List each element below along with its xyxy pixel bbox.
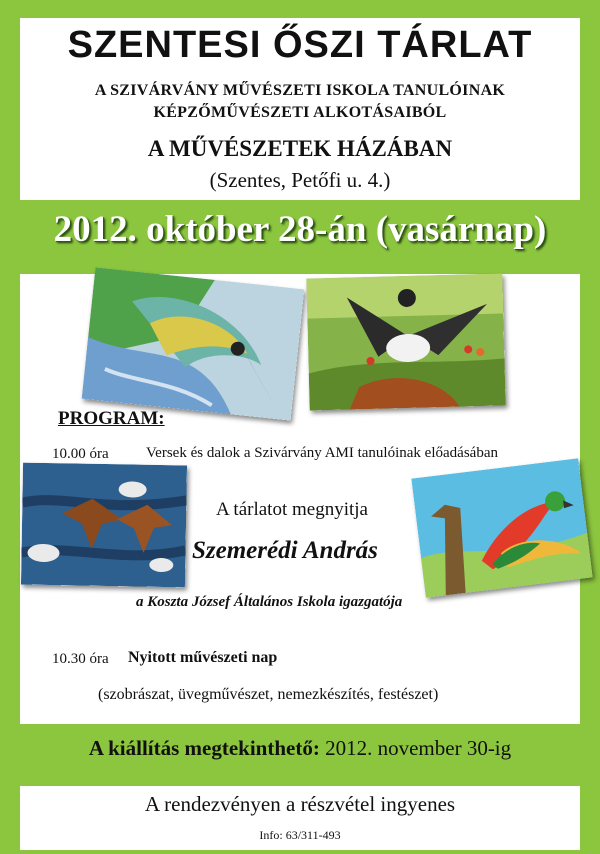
- free-entry-text: A rendezvényen a részvétel ingyenes: [144, 792, 456, 816]
- painting-eagles: [21, 463, 187, 588]
- program-item-2-time: 10.30 óra: [52, 651, 109, 667]
- speaker-role: a Koszta József Általános Iskola igazgatója: [136, 594, 403, 610]
- program-item-1-text: Versek és dalok a Szivárvány AMI tanulóinak előadásában: [146, 445, 498, 461]
- exhibition-until: 2012. november 30-ig: [325, 736, 512, 760]
- exhibition-label: A kiállítás megtekinthető:: [88, 736, 320, 760]
- opening-text: A tárlatot megnyitja: [216, 499, 368, 520]
- subtitle-line-1: A SZIVÁRVÁNY MŰVÉSZETI ISKOLA TANULÓINAK: [94, 82, 506, 99]
- program-item-2-text: Nyitott művészeti nap: [128, 649, 278, 666]
- venue-name: A MŰVÉSZETEK HÁZÁBAN: [147, 136, 453, 161]
- poster-title: SZENTESI ŐSZI TÁRLAT: [67, 24, 533, 66]
- info-phone: Info: 63/311-493: [259, 828, 341, 842]
- venue-address: (Szentes, Petőfi u. 4.): [209, 168, 391, 192]
- header-panel: [20, 18, 580, 200]
- parrot-image: [411, 458, 592, 598]
- painting-swallow: [306, 273, 505, 410]
- program-item-1-time: 10.00 óra: [52, 446, 109, 462]
- speaker-name: Szemerédi András: [192, 537, 378, 564]
- eagles-image: [21, 463, 187, 588]
- footer-panel: [20, 786, 580, 850]
- painting-kingfisher: [82, 267, 305, 420]
- painting-parrot: [411, 458, 592, 598]
- swallow-image: [306, 273, 505, 410]
- exhibition-period: [0, 736, 600, 761]
- program-heading: PROGRAM:: [58, 408, 165, 429]
- subtitle-line-2: KÉPZŐMŰVÉSZETI ALKOTÁSAIBÓL: [153, 104, 447, 121]
- event-date: 2012. október 28-án (vasárnap): [53, 209, 547, 250]
- kingfisher-image: [82, 267, 305, 420]
- program-item-2-detail: (szobrászat, üvegművészet, nemezkészítés, festészet): [98, 686, 439, 703]
